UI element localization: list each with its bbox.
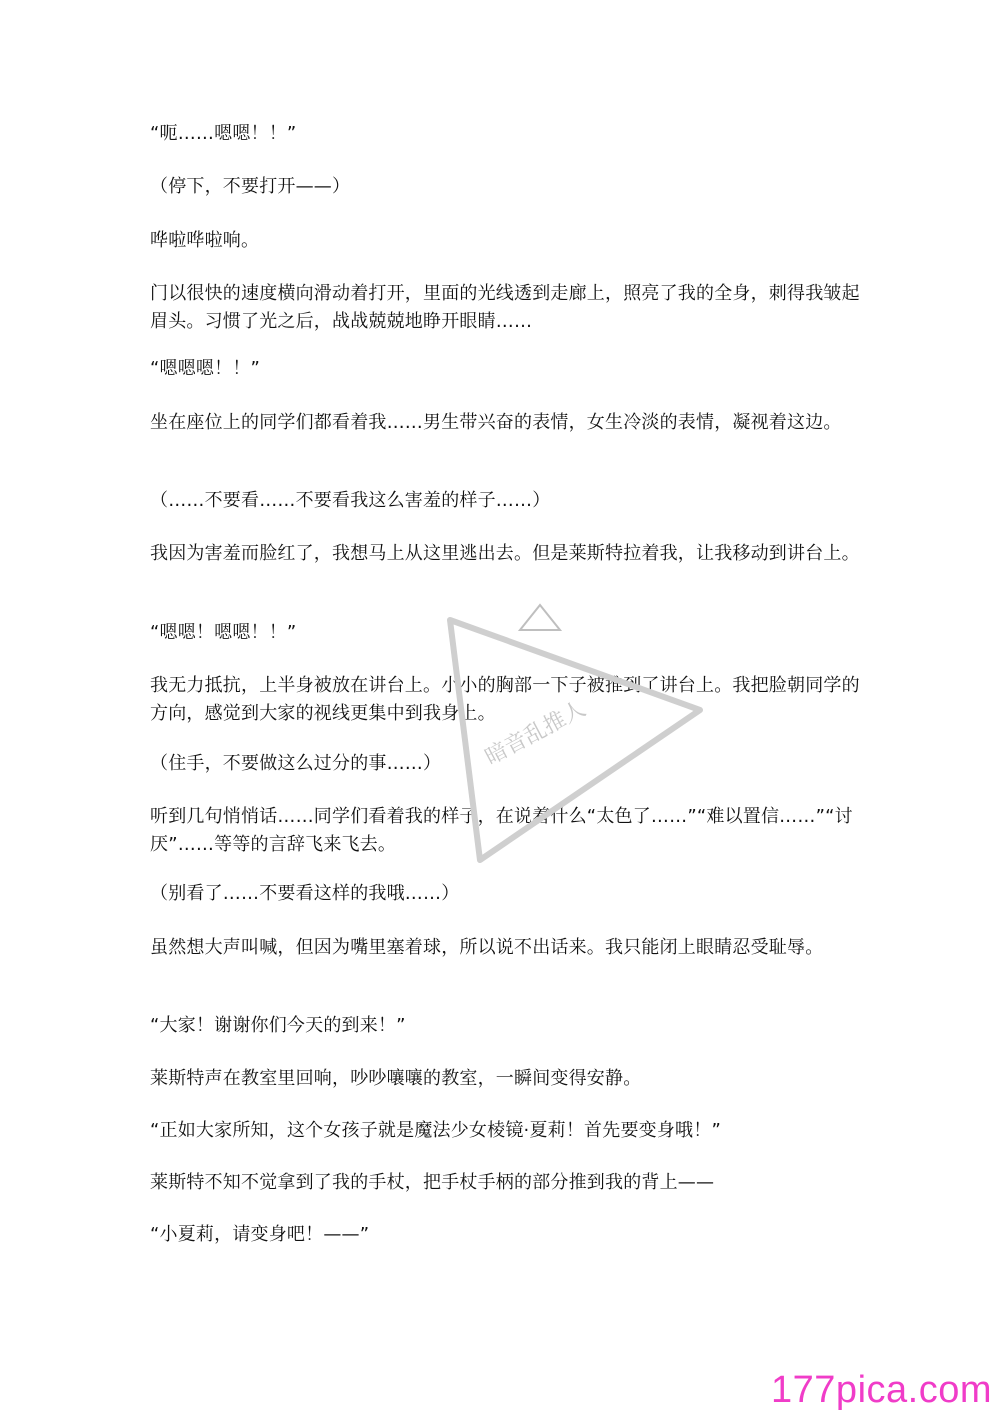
paragraph: 哗啦哗啦响。	[150, 230, 260, 251]
paragraph: “正如大家所知，这个女孩子就是魔法少女棱镜·夏莉！首先要变身哦！”	[150, 1120, 721, 1141]
paragraph: 虽然想大声叫喊，但因为嘴里塞着球，所以说不出话来。我只能闭上眼睛忍受耻辱。	[150, 937, 824, 958]
paragraph: 坐在座位上的同学们都看着我……男生带兴奋的表情，女生冷淡的表情，凝视着这边。	[150, 412, 842, 433]
paragraph: （……不要看……不要看我这么害羞的样子……）	[150, 490, 551, 511]
site-watermark: 177pica.com	[771, 1369, 992, 1411]
paragraph: 莱斯特不知不觉拿到了我的手杖，把手杖手柄的部分推到我的背上——	[150, 1172, 715, 1193]
paragraph: 听到几句悄悄话……同学们看着我的样子，在说着什么“太色了……”“难以置信……”“讨厌”……等等的言辞飞来飞去。	[150, 806, 853, 855]
paragraph: 莱斯特声在教室里回响，吵吵嚷嚷的教室，一瞬间变得安静。	[150, 1068, 642, 1089]
paragraph: 我无力抵抗，上半身被放在讲台上。小小的胸部一下子被推到了讲台上。我把脸朝同学的方向，感觉到大家的视线更集中到我身上。	[150, 675, 860, 724]
paragraph: 我因为害羞而脸红了，我想马上从这里逃出去。但是莱斯特拉着我，让我移动到讲台上。	[150, 543, 860, 564]
paragraph: “嗯嗯！嗯嗯！！”	[150, 622, 297, 643]
paragraph: （住手，不要做这么过分的事……）	[150, 753, 442, 774]
paragraph: “大家！谢谢你们今天的到来！”	[150, 1015, 406, 1036]
paragraph: （停下，不要打开——）	[150, 176, 351, 197]
paragraph: “呃……嗯嗯！！”	[150, 123, 297, 144]
paragraph: 门以很快的速度横向滑动着打开，里面的光线透到走廊上，照亮了我的全身，刺得我皱起眉头。习惯了光之后，战战兢兢地睁开眼睛……	[150, 283, 860, 332]
paragraph: “嗯嗯嗯！！”	[150, 358, 261, 379]
paragraph: “小夏莉，请变身吧！——”	[150, 1224, 370, 1245]
watermark-text: 暗音乱推人	[481, 696, 590, 771]
paragraph: （别看了……不要看这样的我哦……）	[150, 883, 460, 904]
